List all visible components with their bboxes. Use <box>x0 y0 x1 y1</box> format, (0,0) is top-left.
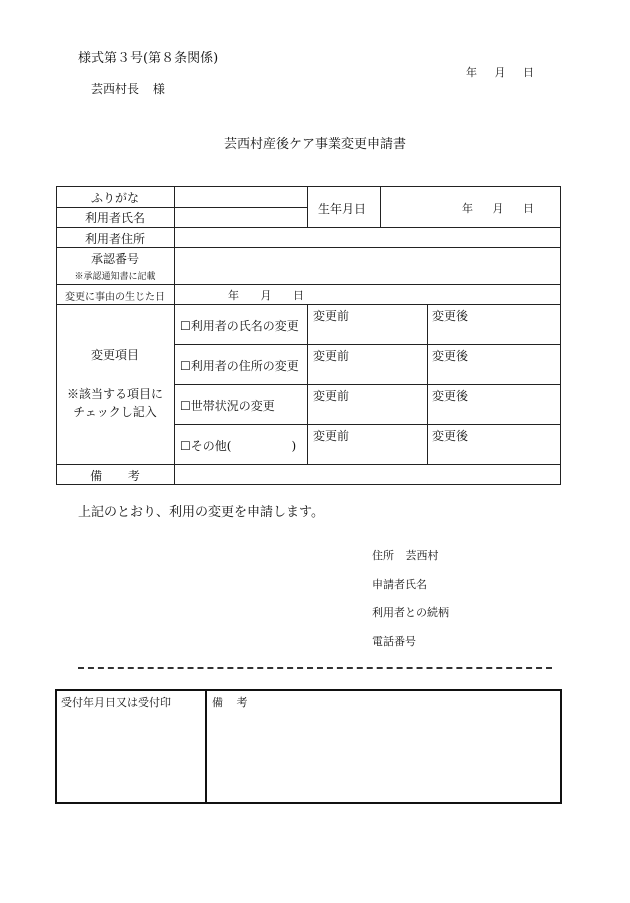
before-field[interactable]: 変更前 <box>313 349 350 363</box>
checkbox-icon[interactable]: ☐ <box>180 399 191 413</box>
change-items-note-1: ※該当する項目に <box>66 387 164 401</box>
page-title: 芸西村産後ケア事業変更申請書 <box>223 137 407 152</box>
approval-note: ※承認通知書に記載 <box>74 272 156 282</box>
furigana-label: ふりがな <box>90 191 140 205</box>
remarks-label: 備 考 <box>90 469 140 483</box>
change-item-label: 世帯状況の変更 <box>190 399 275 413</box>
change-date-value: 年 月 日 <box>228 289 304 302</box>
birth-label: 生年月日 <box>318 202 367 216</box>
applicant-phone-label: 電話番号 <box>372 635 416 648</box>
header-date: 年 月 日 <box>466 66 534 79</box>
applicant-name-label: 申請者氏名 <box>372 578 427 591</box>
before-field[interactable]: 変更前 <box>313 389 350 403</box>
after-field[interactable]: 変更後 <box>432 349 469 363</box>
change-item-address[interactable] <box>180 357 299 374</box>
after-field[interactable]: 変更後 <box>432 309 469 323</box>
applicant-address-label: 住所 芸西村 <box>372 549 439 562</box>
name-label: 利用者氏名 <box>84 211 146 225</box>
change-item-other[interactable] <box>180 437 296 454</box>
change-item-label: その他( ) <box>190 439 297 453</box>
checkbox-icon[interactable]: ☐ <box>180 359 191 373</box>
after-field[interactable]: 変更後 <box>432 429 469 443</box>
change-item-label: 利用者の住所の変更 <box>190 359 299 373</box>
office-remarks-label: 備 考 <box>212 696 248 709</box>
addressee: 芸西村長 様 <box>91 82 165 96</box>
before-field[interactable]: 変更前 <box>313 429 350 443</box>
change-item-name[interactable] <box>180 317 299 334</box>
receipt-label: 受付年月日又は受付印 <box>61 696 171 709</box>
statement: 上記のとおり、利用の変更を申請します。 <box>78 505 324 520</box>
change-date-label: 変更に事由の生じた日 <box>65 292 165 303</box>
cut-line <box>78 667 552 669</box>
change-item-label: 利用者の氏名の変更 <box>190 319 299 333</box>
after-field[interactable]: 変更後 <box>432 389 469 403</box>
approval-label: 承認番号 <box>90 252 140 266</box>
change-item-household[interactable] <box>180 397 275 414</box>
change-items-label: 変更項目 <box>90 348 140 362</box>
checkbox-icon[interactable]: ☐ <box>180 439 191 453</box>
before-field[interactable]: 変更前 <box>313 309 350 323</box>
applicant-relation-label: 利用者との続柄 <box>372 606 449 619</box>
address-label: 利用者住所 <box>84 232 146 246</box>
checkbox-icon[interactable]: ☐ <box>180 319 191 333</box>
birth-date: 年 月 日 <box>462 202 534 215</box>
form-number: 様式第３号(第８条関係) <box>78 51 219 66</box>
change-items-note-2: チェックし記入 <box>73 405 157 419</box>
